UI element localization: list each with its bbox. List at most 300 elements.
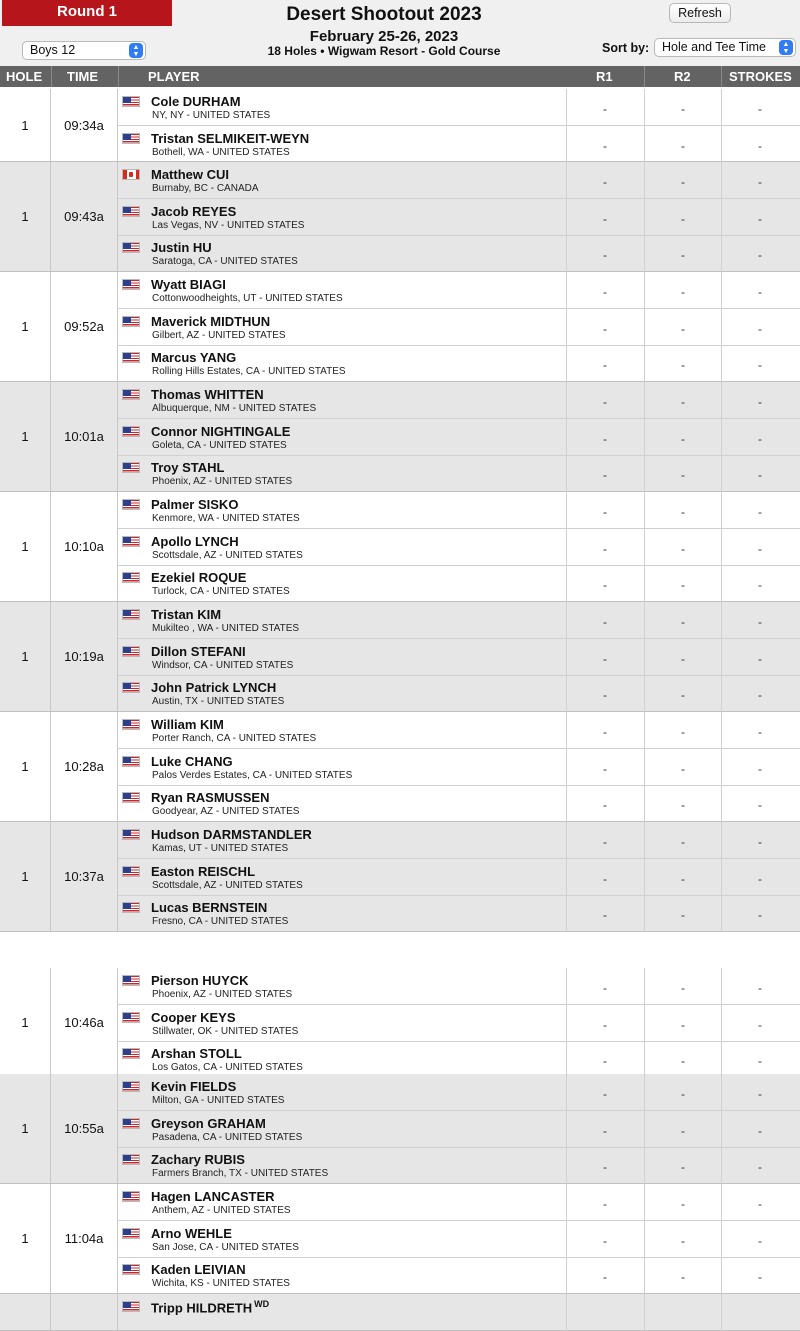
player-row[interactable]: [118, 565, 800, 602]
us-flag-icon: [122, 1228, 140, 1239]
player-name[interactable]: [151, 1152, 245, 1167]
r1-score: -: [603, 1017, 607, 1032]
refresh-button[interactable]: Refresh: [669, 3, 731, 23]
us-flag-icon: [122, 242, 140, 253]
player-name[interactable]: [151, 973, 249, 988]
player-name[interactable]: [151, 534, 239, 549]
tee-time-group: [0, 712, 800, 822]
r2-score: -: [681, 908, 685, 923]
r2-score: -: [681, 725, 685, 739]
player-name[interactable]: [151, 1046, 242, 1061]
player-row[interactable]: [118, 639, 800, 676]
column-player[interactable]: PLAYER: [148, 69, 200, 84]
player-location: Palos Verdes Estates, CA - UNITED STATES: [152, 769, 353, 781]
player-location: Austin, TX - UNITED STATES: [152, 696, 285, 708]
player-name-text[interactable]: Marcus YANG: [151, 350, 237, 366]
player-name[interactable]: [151, 1010, 236, 1025]
player-name[interactable]: [151, 607, 221, 622]
player-name[interactable]: [151, 424, 290, 439]
r1-score: -: [603, 871, 607, 886]
player-row[interactable]: [118, 895, 800, 932]
r1-score: -: [603, 211, 607, 226]
player-location: Mukilteo , WA - UNITED STATES: [152, 623, 300, 634]
player-row[interactable]: [118, 1294, 800, 1331]
us-flag-icon: [122, 426, 140, 437]
r1-score: -: [603, 358, 607, 373]
player-name-text[interactable]: Thomas WHITTEN: [151, 387, 264, 402]
player-location: Windsor, CA - UNITED STATES: [152, 659, 294, 671]
strokes-total: -: [758, 1233, 762, 1248]
tournament-header: [0, 0, 800, 66]
r2-score: -: [681, 1270, 685, 1285]
r2-score: -: [681, 688, 685, 703]
player-location: Turlock, CA - UNITED STATES: [152, 586, 290, 598]
us-flag-icon: [122, 1048, 140, 1059]
us-flag-icon: [122, 1191, 140, 1202]
player-row[interactable]: [118, 712, 800, 749]
r1-score: -: [603, 505, 607, 519]
division-select[interactable]: [22, 41, 146, 60]
player-row[interactable]: [118, 126, 800, 163]
player-name-text[interactable]: John Patrick LYNCH: [151, 680, 277, 696]
player-location: Wichita, KS - UNITED STATES: [152, 1278, 290, 1290]
r2-score: -: [681, 1087, 685, 1101]
player-name-text[interactable]: Dillon STEFANI: [151, 643, 246, 659]
r2-score: -: [681, 1123, 685, 1138]
strokes-total: -: [758, 871, 762, 886]
player-name[interactable]: [151, 827, 312, 842]
sort-label: Sort by:: [602, 41, 650, 55]
column-strokes[interactable]: STROKES: [729, 69, 792, 84]
player-name-text[interactable]: Lucas BERNSTEIN: [151, 900, 268, 916]
withdrawn-badge: WD: [254, 1299, 270, 1309]
us-flag-icon: [122, 609, 140, 620]
column-r1[interactable]: R1: [596, 69, 613, 84]
round-tab[interactable]: Round 1: [2, 0, 172, 26]
us-flag-icon: [122, 1301, 140, 1312]
us-flag-icon: [122, 866, 140, 877]
player-name[interactable]: [151, 717, 224, 732]
r2-score: -: [681, 651, 685, 666]
sort-select[interactable]: [654, 38, 796, 57]
tee-time-group: [0, 1074, 800, 1184]
hole-cell: 1: [0, 822, 51, 931]
player-row[interactable]: [118, 859, 800, 896]
player-name-text[interactable]: Tristan SELMIKEIT-WEYN: [151, 130, 310, 146]
us-flag-icon: [122, 792, 140, 803]
strokes-total: -: [758, 395, 762, 409]
player-name-text[interactable]: Hagen LANCASTER: [151, 1189, 275, 1204]
r2-score: -: [681, 1054, 685, 1069]
player-name[interactable]: [151, 900, 267, 915]
us-flag-icon: [122, 96, 140, 107]
player-location: Gilbert, AZ - UNITED STATES: [152, 329, 286, 341]
r1-score: -: [603, 725, 607, 739]
player-name-text[interactable]: Matthew CUI: [151, 167, 229, 182]
us-flag-icon: [122, 646, 140, 657]
player-name-text[interactable]: Luke CHANG: [151, 753, 233, 769]
player-location: Albuquerque, NM - UNITED STATES: [152, 403, 317, 414]
player-name-text[interactable]: Pierson HUYCK: [151, 973, 249, 988]
player-row[interactable]: [118, 1147, 800, 1184]
player-row[interactable]: [118, 785, 800, 822]
sort-select-value: Hole and Tee Time: [662, 40, 766, 54]
player-name[interactable]: [151, 1189, 275, 1204]
tee-time-cell: 09:43a: [51, 162, 118, 271]
player-name[interactable]: [151, 387, 264, 402]
player-name-text[interactable]: Cole DURHAM: [151, 94, 241, 109]
tee-time-cell: 10:28a: [51, 712, 118, 821]
player-name-text[interactable]: Ryan RASMUSSEN: [151, 790, 270, 806]
player-row[interactable]: [118, 602, 800, 639]
player-row[interactable]: [118, 1041, 800, 1078]
player-name[interactable]: [151, 204, 236, 219]
strokes-total: -: [758, 175, 762, 189]
tee-time-group: [0, 1294, 800, 1331]
strokes-total: -: [758, 358, 762, 373]
player-location: Goleta, CA - UNITED STATES: [152, 439, 287, 451]
select-arrows-icon: ▲ ▼: [779, 40, 793, 55]
player-row[interactable]: [118, 492, 800, 529]
player-row[interactable]: [118, 89, 800, 126]
player-location: NY, NY - UNITED STATES: [152, 110, 271, 121]
us-flag-icon: [122, 316, 140, 327]
us-flag-icon: [122, 1154, 140, 1165]
tee-time-group: [0, 492, 800, 602]
r2-score: -: [681, 761, 685, 776]
tournament-title: Desert Shootout 2023: [286, 4, 482, 25]
player-row[interactable]: [118, 162, 800, 199]
select-arrows-icon: ▲ ▼: [129, 43, 143, 58]
player-name-text[interactable]: Greyson GRAHAM: [151, 1115, 266, 1131]
r2-score: -: [681, 615, 685, 629]
player-location: San Jose, CA - UNITED STATES: [152, 1241, 299, 1253]
tee-time-cell: 10:46a: [51, 968, 118, 1077]
tee-time-group: [0, 968, 800, 1078]
player-location: Pasadena, CA - UNITED STATES: [152, 1131, 303, 1143]
strokes-total: -: [758, 102, 762, 116]
us-flag-icon: [122, 975, 140, 986]
player-row[interactable]: [118, 822, 800, 859]
hole-cell: 1: [0, 492, 51, 601]
player-row[interactable]: [118, 1257, 800, 1294]
tee-time-cell: 09:52a: [51, 272, 118, 381]
player-location: Milton, GA - UNITED STATES: [152, 1095, 285, 1106]
us-flag-icon: [122, 1012, 140, 1023]
us-flag-icon: [122, 572, 140, 583]
strokes-total: -: [758, 1087, 762, 1101]
player-row[interactable]: [118, 1111, 800, 1148]
player-location: Bothell, WA - UNITED STATES: [152, 146, 290, 158]
r1-score: -: [603, 431, 607, 446]
r1-score: -: [603, 395, 607, 409]
player-name-text[interactable]: Kaden LEIVIAN: [151, 1262, 246, 1278]
us-flag-icon: [122, 902, 140, 913]
strokes-total: -: [758, 651, 762, 666]
r2-score: -: [681, 102, 685, 116]
strokes-total: -: [758, 138, 762, 153]
player-name-text[interactable]: Easton REISCHL: [151, 863, 256, 879]
player-name-text[interactable]: Kevin FIELDS: [151, 1079, 237, 1094]
player-name-text[interactable]: Jacob REYES: [151, 203, 237, 219]
r1-score: -: [603, 1197, 607, 1211]
strokes-total: -: [758, 1123, 762, 1138]
player-location: Rolling Hills Estates, CA - UNITED STATES: [152, 366, 346, 378]
tee-time-group: [0, 382, 800, 492]
player-name[interactable]: [151, 570, 246, 585]
player-name-text[interactable]: Palmer SISKO: [151, 497, 239, 512]
player-name-text[interactable]: Wyatt BIAGI: [151, 277, 226, 292]
player-location: Kamas, UT - UNITED STATES: [152, 843, 289, 854]
tee-time-cell: 09:34a: [51, 89, 118, 161]
player-name-text[interactable]: Tristan KIM: [151, 607, 222, 622]
player-row[interactable]: [118, 1184, 800, 1221]
player-name[interactable]: [151, 350, 236, 365]
player-name[interactable]: [151, 1299, 269, 1315]
player-name-text[interactable]: Ezekiel ROQUE: [151, 570, 247, 586]
player-row[interactable]: [118, 345, 800, 382]
hole-cell: 1: [0, 1184, 51, 1293]
player-location: Goodyear, AZ - UNITED STATES: [152, 806, 300, 818]
r2-score: -: [681, 248, 685, 263]
r1-score: -: [603, 248, 607, 263]
strokes-total: -: [758, 908, 762, 923]
hole-cell: 1: [0, 89, 51, 161]
player-row[interactable]: [118, 1005, 800, 1042]
r1-score: -: [603, 908, 607, 923]
player-name[interactable]: [151, 644, 246, 659]
us-flag-icon: [122, 352, 140, 363]
player-name-text[interactable]: Arshan STOLL: [151, 1046, 242, 1062]
player-row[interactable]: [118, 529, 800, 566]
tee-time-group: [0, 822, 800, 932]
player-name[interactable]: [151, 460, 224, 475]
player-name[interactable]: [151, 1262, 246, 1277]
player-row[interactable]: [118, 199, 800, 236]
us-flag-icon: [122, 829, 140, 840]
hole-cell: 1: [0, 382, 51, 491]
us-flag-icon: [122, 499, 140, 510]
player-location: Cottonwoodheights, UT - UNITED STATES: [152, 293, 343, 304]
us-flag-icon: [122, 1081, 140, 1092]
r1-score: -: [603, 138, 607, 153]
player-row[interactable]: [118, 1221, 800, 1258]
r2-score: -: [681, 285, 685, 299]
player-location: Anthem, AZ - UNITED STATES: [152, 1205, 291, 1216]
us-flag-icon: [122, 279, 140, 290]
r2-score: -: [681, 358, 685, 373]
strokes-total: -: [758, 431, 762, 446]
player-name[interactable]: [151, 94, 241, 109]
player-row[interactable]: [118, 235, 800, 272]
player-name[interactable]: [151, 497, 238, 512]
player-name-text[interactable]: Zachary RUBIS: [151, 1152, 245, 1168]
r2-score: -: [681, 835, 685, 849]
r2-score: -: [681, 871, 685, 886]
player-name-text[interactable]: Arno WEHLE: [151, 1225, 232, 1241]
player-name[interactable]: [151, 314, 270, 329]
column-time[interactable]: TIME: [67, 69, 99, 84]
us-flag-icon: [122, 133, 140, 144]
us-flag-icon: [122, 206, 140, 217]
tee-time-group: [0, 162, 800, 272]
tee-time-cell: 10:19a: [51, 602, 118, 711]
player-row[interactable]: [118, 272, 800, 309]
player-location: Los Gatos, CA - UNITED STATES: [152, 1062, 303, 1074]
strokes-total: -: [758, 211, 762, 226]
tee-time-group: [0, 602, 800, 712]
column-header-row: [0, 66, 800, 87]
r2-score: -: [681, 578, 685, 593]
r1-score: -: [603, 541, 607, 556]
us-flag-icon: [122, 1264, 140, 1275]
r2-score: -: [681, 1160, 685, 1175]
player-row[interactable]: [118, 455, 800, 492]
player-row[interactable]: [118, 968, 800, 1005]
player-name-text[interactable]: Cooper KEYS: [151, 1009, 236, 1025]
r2-score: -: [681, 981, 685, 995]
r1-score: -: [603, 1087, 607, 1101]
strokes-total: -: [758, 1054, 762, 1069]
r2-score: -: [681, 175, 685, 189]
us-flag-icon: [122, 756, 140, 767]
strokes-total: -: [758, 688, 762, 703]
strokes-total: -: [758, 1270, 762, 1285]
strokes-total: -: [758, 468, 762, 483]
player-name[interactable]: [151, 1226, 232, 1241]
tee-time-cell: 10:01a: [51, 382, 118, 491]
hole-cell: 1: [0, 968, 51, 1077]
r1-score: -: [603, 981, 607, 995]
tee-time-cell: 10:10a: [51, 492, 118, 601]
r2-score: -: [681, 211, 685, 226]
strokes-total: -: [758, 761, 762, 776]
r1-score: -: [603, 615, 607, 629]
player-name-text[interactable]: Tripp HILDRETH: [151, 1300, 253, 1316]
player-name[interactable]: [151, 680, 276, 695]
tee-time-group: [0, 1184, 800, 1294]
player-location: Farmers Branch, TX - UNITED STATES: [152, 1168, 329, 1180]
player-name[interactable]: [151, 131, 309, 146]
player-name[interactable]: [151, 167, 229, 182]
us-flag-icon: [122, 682, 140, 693]
player-name-text[interactable]: Connor NIGHTINGALE: [151, 423, 291, 439]
column-r2[interactable]: R2: [674, 69, 691, 84]
player-name-text[interactable]: Apollo LYNCH: [151, 533, 239, 549]
r2-score: -: [681, 321, 685, 336]
canada-flag-icon: [122, 169, 140, 180]
tournament-dates: February 25-26, 2023: [309, 28, 459, 45]
column-hole[interactable]: HOLE: [6, 69, 43, 84]
tee-time-cell: [51, 1294, 118, 1330]
player-location: Stillwater, OK - UNITED STATES: [152, 1025, 299, 1037]
hole-cell: 1: [0, 712, 51, 821]
tee-time-group: [0, 272, 800, 382]
division-select-value: Boys 12: [30, 43, 76, 57]
hole-cell: 1: [0, 1074, 51, 1183]
player-name[interactable]: [151, 277, 226, 292]
strokes-total: -: [758, 1160, 762, 1175]
r1-score: -: [603, 651, 607, 666]
player-name[interactable]: [151, 754, 233, 769]
r1-score: -: [603, 1123, 607, 1138]
r1-score: -: [603, 1160, 607, 1175]
player-row[interactable]: [118, 675, 800, 712]
r1-score: -: [603, 468, 607, 483]
r1-score: -: [603, 102, 607, 116]
r1-score: -: [603, 175, 607, 189]
strokes-total: -: [758, 541, 762, 556]
r1-score: -: [603, 761, 607, 776]
player-name-text[interactable]: Justin HU: [151, 240, 212, 256]
r1-score: -: [603, 688, 607, 703]
player-name-text[interactable]: Troy STAHL: [151, 460, 225, 476]
player-row[interactable]: [118, 382, 800, 419]
r1-score: -: [603, 578, 607, 593]
r1-score: -: [603, 321, 607, 336]
strokes-total: -: [758, 725, 762, 739]
r2-score: -: [681, 505, 685, 519]
player-name[interactable]: [151, 864, 255, 879]
us-flag-icon: [122, 389, 140, 400]
player-name-text[interactable]: William KIM: [151, 717, 224, 732]
player-row[interactable]: [118, 419, 800, 456]
player-location: Saratoga, CA - UNITED STATES: [152, 256, 298, 268]
player-location: Burnaby, BC - CANADA: [152, 183, 259, 194]
player-row[interactable]: [118, 309, 800, 346]
us-flag-icon: [122, 719, 140, 730]
r2-score: -: [681, 541, 685, 556]
player-location: Kenmore, WA - UNITED STATES: [152, 513, 300, 524]
player-name[interactable]: [151, 1116, 266, 1131]
player-location: Fresno, CA - UNITED STATES: [152, 916, 289, 928]
player-name[interactable]: [151, 790, 269, 805]
player-row[interactable]: [118, 1074, 800, 1111]
hole-cell: 1: [0, 602, 51, 711]
player-name[interactable]: [151, 1079, 236, 1094]
r1-score: -: [603, 1233, 607, 1248]
r1-score: -: [603, 285, 607, 299]
hole-cell: 1: [0, 272, 51, 381]
r2-score: -: [681, 395, 685, 409]
r2-score: -: [681, 798, 685, 813]
r1-score: -: [603, 1270, 607, 1285]
player-name-text[interactable]: Maverick MIDTHUN: [151, 313, 271, 329]
strokes-total: -: [758, 981, 762, 995]
strokes-total: -: [758, 285, 762, 299]
strokes-total: -: [758, 835, 762, 849]
strokes-total: -: [758, 615, 762, 629]
page-break-gap: [0, 938, 800, 968]
player-name[interactable]: [151, 240, 212, 255]
r2-score: -: [681, 1233, 685, 1248]
strokes-total: -: [758, 798, 762, 813]
r2-score: -: [681, 431, 685, 446]
strokes-total: -: [758, 578, 762, 593]
strokes-total: -: [758, 248, 762, 263]
strokes-total: -: [758, 1017, 762, 1032]
player-location: Phoenix, AZ - UNITED STATES: [152, 476, 293, 488]
us-flag-icon: [122, 462, 140, 473]
strokes-total: -: [758, 505, 762, 519]
hole-cell: [0, 1294, 51, 1330]
tee-time-cell: 10:37a: [51, 822, 118, 931]
r1-score: -: [603, 1054, 607, 1069]
player-name-text[interactable]: Hudson DARMSTANDLER: [151, 827, 312, 842]
r1-score: -: [603, 835, 607, 849]
player-row[interactable]: [118, 749, 800, 786]
hole-cell: 1: [0, 162, 51, 271]
